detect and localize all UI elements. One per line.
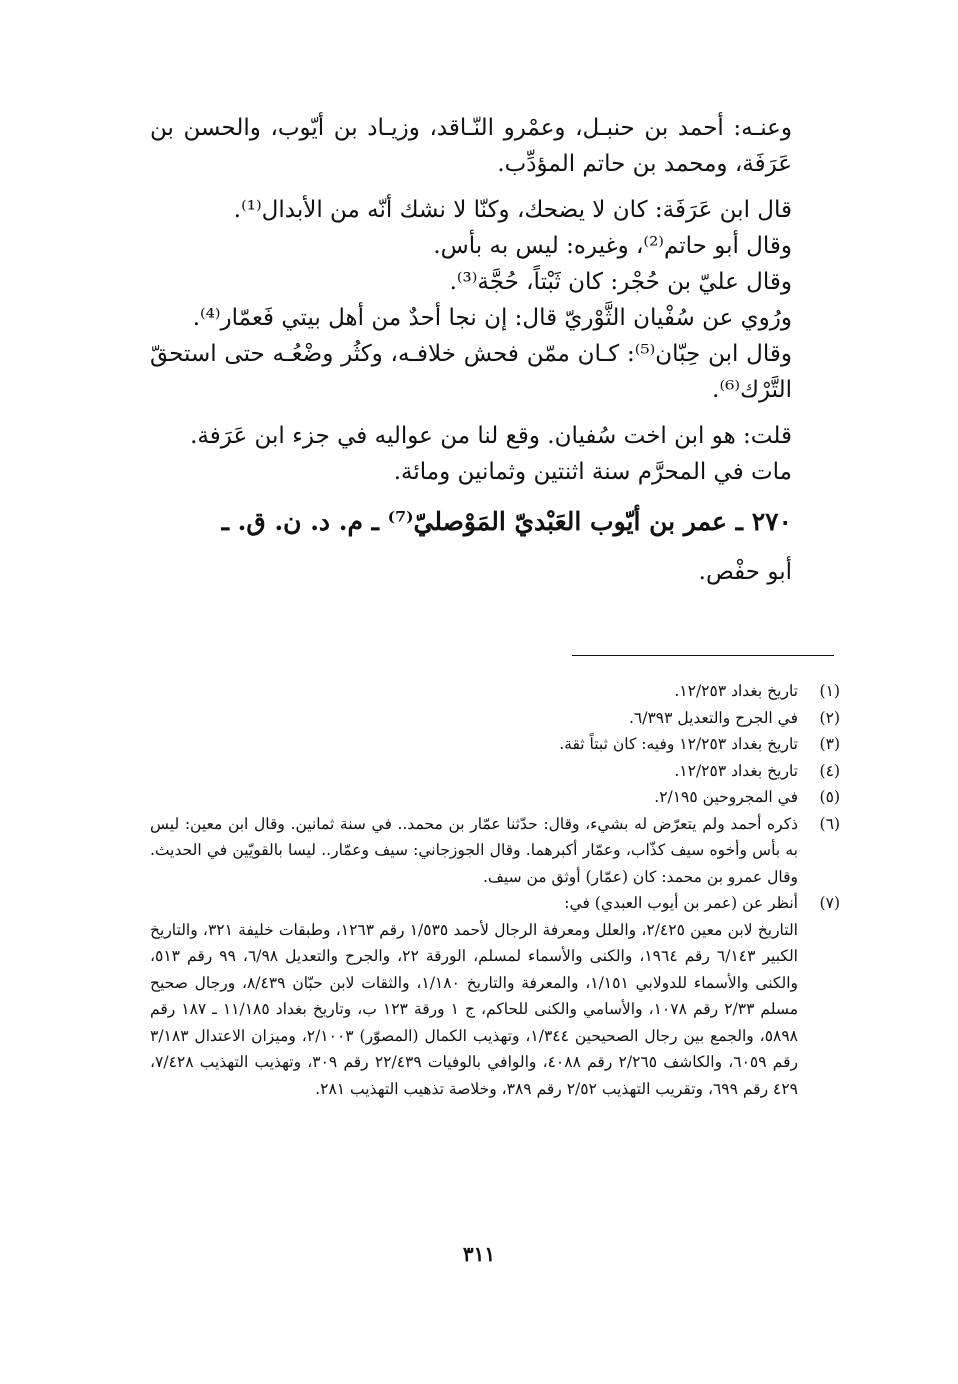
footnote [150,705,840,732]
footnote-number: (٣) [819,735,840,753]
footnote-continuation: التاريخ لابن معين ٢/٤٢٥، والعلل ومعرفة الرجال لأحمد ١/٥٣٥ رقم ١٢٦٣، وطبقات خليفة ٣٢١، والتاريخ الكبير ٦/١٤٣ رقم ١٩٦٤، والكنى والأسماء لمسلم، الورقة ٢٢، والجرح والتعديل ٦/٩٨، ٩٩ رقم ٥١٣، والكنى والأسماء للدولابي ١/١٥١، والمعرفة والتاريخ ١/١٨٠، والثقات لابن حبّان ٨/٤٣٩، ورجال صحيح مسلم ٢/٣٣ رقم ١٠٧٨، والأسامي والكنى للحاكم، ج ١ ورقة ١٢٣ ب، وتاريخ بغداد ١١/١٨٥ ـ ١٨٧ رقم ٥٨٩٨، والجمع بين رجال الصحيحين ١/٣٤٤، وتهذيب الكمال (المصوّر) ٢/١٠٠٣، وميزان الاعتدال ٣/١٨٣ رقم ٦٠٥٩، والكاشف ٢/٢٦٥ رقم ٤٠٨٨، والوافي بالوفيات ٢٢/٤٣٩ رقم ٣٠٩، وتهذيب التهذيب ٧/٤٢٨، ٤٢٩ رقم ٦٩٩، وتقريب التهذيب ٢/٥٢ رقم ٣٨٩، وخلاصة تذهيب التهذيب ٢٨١. [150,920,799,1098]
footnote-number: (٥) [819,788,840,806]
footnote-number: (٢) [819,708,840,727]
footnote-text: في الجرح والتعديل ٦/٣٩٣. [628,708,798,727]
entry-heading: ٢٧٠ ـ عمر بن أيّوب العَبْديّ المَوْصليّ⁽⁷⁾ ـ م. د. ن. ق. ـ [221,507,792,536]
footnote [150,784,840,811]
footnote [150,890,840,917]
footnote-text: تاريخ بغداد ١٢/٢٥٣. [674,682,798,700]
footnote-text: أنظر عن (عمر بن أيوب العبدي) في: [564,894,798,912]
footnote-text: في المجروحين ٢/١٩٥. [654,788,798,806]
paragraph-narrators: وعنـه: أحمد بن حنبـل، وعمْرو النّـاقد، وزيـاد بن أيّوب، والحسن بن عَرَفَة، ومحمد بن حاتم المؤدِّب. [150,115,792,177]
footnote [150,758,840,785]
footnote [150,731,840,758]
footnote-number: (١) [819,682,840,700]
paragraph-sufyan: ورُوي عن سُفْيان الثَّوْريّ قال: إن نجا أحدٌ من أهل بيتي فَعمّار⁽⁴⁾. [192,305,792,331]
footnotes [150,678,840,1102]
paragraph-abu-hatim: وقال أبو حاتم⁽²⁾، وغيره: ليس به بأس. [433,233,792,259]
footnote-separator [572,655,834,656]
footnote-text: تاريخ بغداد ١٢/٢٥٣ وفيه: كان ثبتاً ثقة. [559,735,798,753]
footnote-text: ذكره أحمد ولم يتعرّض له بشيء، وقال: حدّثنا عمّار بن محمد.. في سنة ثمانين. وقال ابن معين: ليس به بأس وأخوه سيف كذّاب، وعمّار أكبرهما. وقال الجوزجاني: سيف وعمّار.. ليسا بالقويّين في الحديث. وقال عمرو بن محمد: كان (عمّار) أوثق من سيف. [150,814,798,886]
footnote-number: (٤) [819,761,840,780]
footnote [150,678,840,705]
footnote-number: (٧) [819,894,840,912]
page-number: ٣١١ [462,1242,496,1266]
paragraph-qultu: قلت: هو ابن اخت سُفيان. وقع لنا من عواليه في جزء ابن عَرَفة. [190,423,792,449]
footnote-text: تاريخ بغداد ١٢/٢٥٣. [674,761,798,780]
paragraph-ali-hujr: وقال عليّ بن حُجْر: كان ثَبْتاً، حُجَّة⁽³⁾. [449,269,792,295]
paragraph-ibn-hibban: وقال ابن حِبّان⁽⁵⁾: كـان ممّن فحش خلافـه، وكثُر وضْعُـه حتى استحقّ التَّرْك⁽⁶⁾. [150,341,793,403]
paragraph-death: مات في المحرَّم سنة اثنتين وثمانين ومائة. [393,459,792,485]
paragraph-kunya: أبو حفْص. [698,559,792,585]
footnote [150,811,840,891]
main-text [150,110,840,590]
paragraph-ibn-arafa: قال ابن عَرَفَة: كان لا يضحك، وكنّا لا نشك أنّه من الأبدال⁽¹⁾. [233,197,792,223]
footnote-number: (٦) [819,814,840,833]
